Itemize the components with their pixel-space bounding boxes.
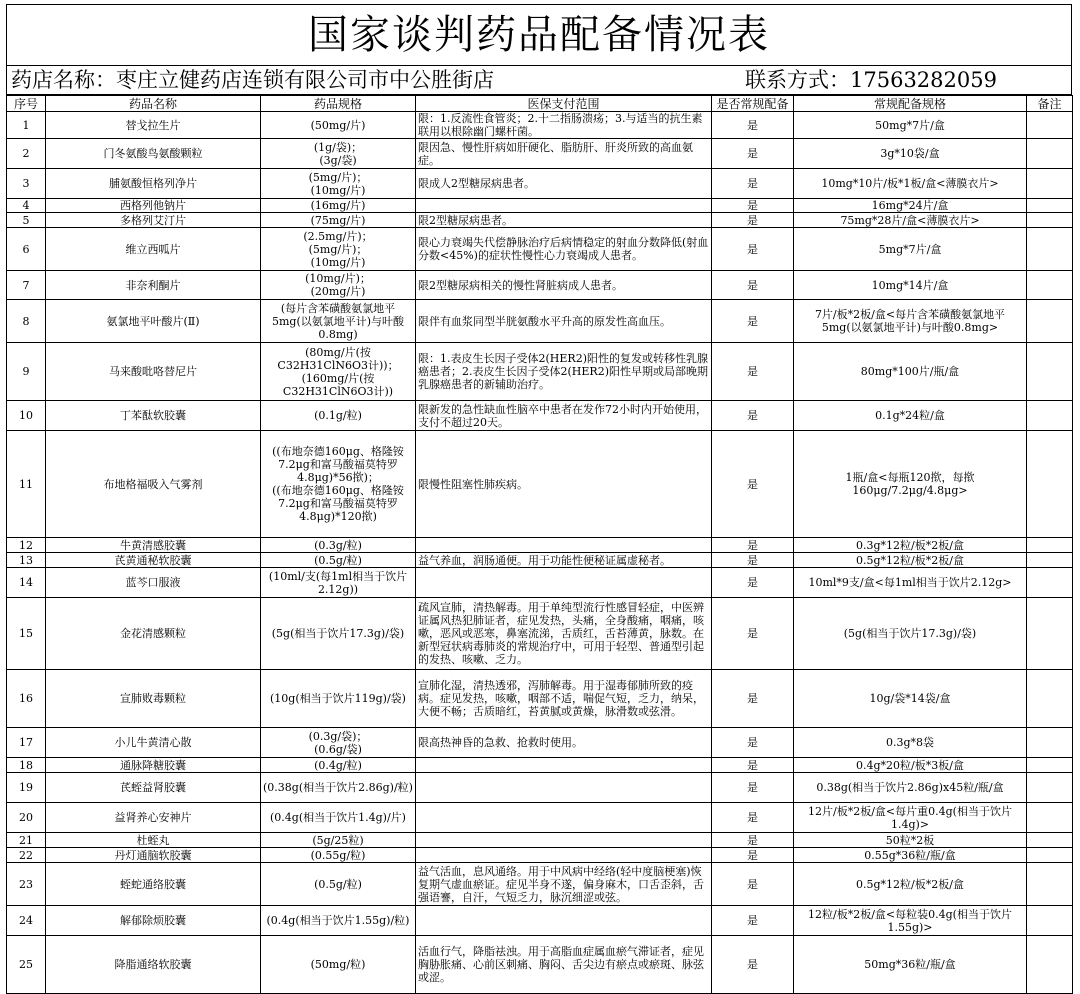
table-row <box>7 538 1073 553</box>
cell-note <box>1027 863 1073 906</box>
cell-name: 小儿牛黄清心散 <box>46 728 261 758</box>
cell-pack: 80mg*100片/瓶/盒 <box>794 343 1027 401</box>
table-row <box>7 598 1073 670</box>
cell-pack: 12片/板*2板/盒<每片重0.4g(相当于饮片1.4g)> <box>794 803 1027 833</box>
cell-name: 金花清感颗粒 <box>46 598 261 670</box>
cell-stocked: 是 <box>712 431 794 538</box>
cell-stocked: 是 <box>712 568 794 598</box>
cell-scope <box>416 538 712 553</box>
cell-name: 丹灯通脑软胶囊 <box>46 848 261 863</box>
table-row <box>7 343 1073 401</box>
contact-info: 联系方式：17563282059 <box>745 68 997 92</box>
table-row <box>7 271 1073 300</box>
cell-stocked: 是 <box>712 300 794 343</box>
cell-stocked: 是 <box>712 538 794 553</box>
cell-stocked: 是 <box>712 228 794 271</box>
cell-pack: 0.5g*12粒/板*2板/盒 <box>794 553 1027 568</box>
cell-name: 芪蛭益肾胶囊 <box>46 773 261 803</box>
cell-spec: (16mg/片) <box>261 199 416 213</box>
table-row <box>7 568 1073 598</box>
cell-spec: (80mg/片(按C32H31ClN6O3计))； (160mg/片(按C32H31ClN6O3计)) <box>261 343 416 401</box>
cell-note <box>1027 598 1073 670</box>
cell-scope <box>416 199 712 213</box>
cell-note <box>1027 199 1073 213</box>
cell-no: 2 <box>7 139 46 169</box>
table-row <box>7 199 1073 213</box>
table-row <box>7 401 1073 431</box>
cell-spec: (10g(相当于饮片119g)/袋) <box>261 670 416 728</box>
cell-scope: 益气养血，润肠通便。用于功能性便秘证属虚秘者。 <box>416 553 712 568</box>
cell-scope: 限：1.表皮生长因子受体2(HER2)阳性的复发或转移性乳腺癌患者；2.表皮生长因子受体2(HER2)阳性早期或局部晚期乳腺癌患者的新辅助治疗。 <box>416 343 712 401</box>
cell-name: 降脂通络软胶囊 <box>46 936 261 994</box>
cell-name: 通脉降糖胶囊 <box>46 758 261 773</box>
page-title: 国家谈判药品配备情况表 <box>6 4 1072 66</box>
table-row <box>7 228 1073 271</box>
cell-note <box>1027 300 1073 343</box>
cell-pack: 0.1g*24粒/盒 <box>794 401 1027 431</box>
cell-note <box>1027 773 1073 803</box>
cell-no: 6 <box>7 228 46 271</box>
cell-spec: (0.55g/粒) <box>261 848 416 863</box>
cell-spec: (5mg/片)； (10mg/片) <box>261 169 416 199</box>
cell-pack: 10mg*10片/板*1板/盒<薄膜衣片> <box>794 169 1027 199</box>
cell-spec: (5g/25粒) <box>261 833 416 848</box>
cell-no: 18 <box>7 758 46 773</box>
cell-note <box>1027 271 1073 300</box>
cell-name: 西格列他钠片 <box>46 199 261 213</box>
cell-name: 解郁除烦胶囊 <box>46 906 261 936</box>
table-row <box>7 670 1073 728</box>
table-row <box>7 728 1073 758</box>
cell-scope <box>416 803 712 833</box>
cell-no: 11 <box>7 431 46 538</box>
col-header-name: 药品名称 <box>46 96 261 112</box>
cell-name: 非奈利酮片 <box>46 271 261 300</box>
cell-stocked: 是 <box>712 271 794 300</box>
cell-note <box>1027 833 1073 848</box>
col-header-note: 备注 <box>1027 96 1073 112</box>
cell-note <box>1027 431 1073 538</box>
cell-name: 维立西呱片 <box>46 228 261 271</box>
cell-scope <box>416 848 712 863</box>
cell-name: 丁苯酞软胶囊 <box>46 401 261 431</box>
cell-scope <box>416 833 712 848</box>
cell-note <box>1027 728 1073 758</box>
col-header-no: 序号 <box>7 96 46 112</box>
cell-note <box>1027 112 1073 139</box>
cell-note <box>1027 538 1073 553</box>
cell-scope: 限成人2型糖尿病患者。 <box>416 169 712 199</box>
cell-no: 12 <box>7 538 46 553</box>
cell-pack: 12粒/板*2板/盒<每粒装0.4g(相当于饮片1.55g)> <box>794 906 1027 936</box>
cell-stocked: 是 <box>712 139 794 169</box>
cell-spec: (0.4g(相当于饮片1.4g)/片) <box>261 803 416 833</box>
cell-name: 杜蛭丸 <box>46 833 261 848</box>
table-row <box>7 300 1073 343</box>
cell-pack: 7片/板*2板/盒<每片含苯磺酸氨氯地平5mg(以氨氯地平计)与叶酸0.8mg> <box>794 300 1027 343</box>
cell-spec: ((布地奈德160μg、格隆铵7.2μg和富马酸福莫特罗4.8μg)*56揿)； ((布地奈德160μg、格隆铵7.2μg和富马酸福莫特罗4.8μg)*120揿) <box>261 431 416 538</box>
cell-no: 8 <box>7 300 46 343</box>
table-row <box>7 773 1073 803</box>
cell-pack: 0.5g*12粒/板*2板/盒 <box>794 863 1027 906</box>
cell-no: 1 <box>7 112 46 139</box>
cell-spec: (0.4g(相当于饮片1.55g)/粒) <box>261 906 416 936</box>
cell-stocked: 是 <box>712 598 794 670</box>
cell-note <box>1027 848 1073 863</box>
cell-pack: 0.3g*8袋 <box>794 728 1027 758</box>
cell-name: 牛黄清感胶囊 <box>46 538 261 553</box>
cell-note <box>1027 139 1073 169</box>
cell-pack: 0.38g(相当于饮片2.86g)x45粒/瓶/盒 <box>794 773 1027 803</box>
drug-table <box>6 95 1073 994</box>
cell-name: 芪黄通秘软胶囊 <box>46 553 261 568</box>
cell-spec: (0.3g/粒) <box>261 538 416 553</box>
cell-stocked: 是 <box>712 112 794 139</box>
table-row <box>7 833 1073 848</box>
cell-spec: (50mg/片) <box>261 112 416 139</box>
cell-scope: 限慢性阻塞性肺疾病。 <box>416 431 712 538</box>
table-row <box>7 431 1073 538</box>
col-header-spec: 药品规格 <box>261 96 416 112</box>
cell-name: 布地格福吸入气雾剂 <box>46 431 261 538</box>
cell-spec: (0.1g/粒) <box>261 401 416 431</box>
cell-spec: (50mg/粒) <box>261 936 416 994</box>
cell-scope <box>416 773 712 803</box>
cell-scope <box>416 568 712 598</box>
cell-pack: 3g*10袋/盒 <box>794 139 1027 169</box>
cell-stocked: 是 <box>712 833 794 848</box>
cell-name: 宣肺败毒颗粒 <box>46 670 261 728</box>
cell-note <box>1027 228 1073 271</box>
cell-spec: (0.4g/粒) <box>261 758 416 773</box>
cell-name: 替戈拉生片 <box>46 112 261 139</box>
cell-name: 马来酸吡咯替尼片 <box>46 343 261 401</box>
cell-no: 17 <box>7 728 46 758</box>
cell-no: 7 <box>7 271 46 300</box>
table-row <box>7 553 1073 568</box>
table-body <box>7 112 1073 994</box>
cell-pack: 0.55g*36粒/瓶/盒 <box>794 848 1027 863</box>
cell-no: 3 <box>7 169 46 199</box>
table-row <box>7 169 1073 199</box>
cell-stocked: 是 <box>712 773 794 803</box>
cell-note <box>1027 401 1073 431</box>
cell-no: 20 <box>7 803 46 833</box>
table-row <box>7 213 1073 228</box>
cell-name: 益肾养心安神片 <box>46 803 261 833</box>
cell-pack: 0.3g*12粒/板*2板/盒 <box>794 538 1027 553</box>
cell-scope: 限2型糖尿病患者。 <box>416 213 712 228</box>
cell-no: 5 <box>7 213 46 228</box>
cell-no: 9 <box>7 343 46 401</box>
cell-spec: (2.5mg/片)； (5mg/片)； (10mg/片) <box>261 228 416 271</box>
cell-stocked: 是 <box>712 553 794 568</box>
table-row <box>7 906 1073 936</box>
cell-stocked: 是 <box>712 803 794 833</box>
table-header-row <box>7 96 1073 112</box>
cell-scope: 限伴有血浆同型半胱氨酸水平升高的原发性高血压。 <box>416 300 712 343</box>
cell-spec: (10mg/片)； (20mg/片) <box>261 271 416 300</box>
cell-stocked: 是 <box>712 936 794 994</box>
cell-pack: 10g/袋*14袋/盒 <box>794 670 1027 728</box>
cell-spec: (1g/袋)； (3g/袋) <box>261 139 416 169</box>
cell-pack: 1瓶/盒<每瓶120揿，每揿160μg/7.2μg/4.8μg> <box>794 431 1027 538</box>
cell-stocked: 是 <box>712 401 794 431</box>
table-row <box>7 758 1073 773</box>
cell-pack: 10mg*14片/盒 <box>794 271 1027 300</box>
cell-no: 14 <box>7 568 46 598</box>
cell-stocked: 是 <box>712 199 794 213</box>
cell-note <box>1027 803 1073 833</box>
cell-pack: 50mg*36粒/瓶/盒 <box>794 936 1027 994</box>
cell-scope: 限：1.反流性食管炎；2.十二指肠溃疡；3.与适当的抗生素联用以根除幽门螺杆菌。 <box>416 112 712 139</box>
cell-stocked: 是 <box>712 213 794 228</box>
cell-scope: 限心力衰竭失代偿静脉治疗后病情稳定的射血分数降低(射血分数<45%)的症状性慢性心力衰竭成人患者。 <box>416 228 712 271</box>
cell-scope <box>416 906 712 936</box>
cell-spec: (10ml/支(每1ml相当于饮片2.12g)) <box>261 568 416 598</box>
cell-name: 多格列艾汀片 <box>46 213 261 228</box>
table-row <box>7 803 1073 833</box>
cell-pack: 75mg*28片/盒<薄膜衣片> <box>794 213 1027 228</box>
cell-pack: 5mg*7片/盒 <box>794 228 1027 271</box>
cell-scope <box>416 758 712 773</box>
cell-pack: 0.4g*20粒/板*3板/盒 <box>794 758 1027 773</box>
cell-pack: (5g(相当于饮片17.3g)/袋) <box>794 598 1027 670</box>
cell-stocked: 是 <box>712 906 794 936</box>
cell-no: 4 <box>7 199 46 213</box>
cell-no: 21 <box>7 833 46 848</box>
table-row <box>7 936 1073 994</box>
cell-note <box>1027 213 1073 228</box>
table-row <box>7 112 1073 139</box>
cell-pack: 50粒*2板 <box>794 833 1027 848</box>
cell-note <box>1027 906 1073 936</box>
cell-spec: (0.3g/袋)； (0.6g/袋) <box>261 728 416 758</box>
cell-scope: 疏风宣肺，清热解毒。用于单纯型流行性感冒轻症，中医辨证属风热犯肺证者，症见发热，头痛，全身酸痛，咽痛，咳嗽，恶风或恶寒，鼻塞流涕，舌质红，舌苔薄黄，脉数。在新型冠状病毒肺炎的常规治疗中，可用于轻型、普通型引起的发热、咳嗽、乏力。 <box>416 598 712 670</box>
cell-scope: 益气活血，息风通络。用于中风病中经络(轻中度脑梗塞)恢复期气虚血瘀证。症见半身不遂，偏身麻木，口舌歪斜，舌强语謇，自汗，气短乏力，脉沉细涩或弦。 <box>416 863 712 906</box>
cell-no: 22 <box>7 848 46 863</box>
cell-pack: 10ml*9支/盒<每1ml相当于饮片2.12g> <box>794 568 1027 598</box>
cell-stocked: 是 <box>712 728 794 758</box>
cell-stocked: 是 <box>712 863 794 906</box>
cell-note <box>1027 758 1073 773</box>
cell-note <box>1027 936 1073 994</box>
cell-no: 24 <box>7 906 46 936</box>
cell-stocked: 是 <box>712 670 794 728</box>
store-name: 药店名称：枣庄立健药店连锁有限公司市中公胜街店 <box>11 68 494 92</box>
table-row <box>7 863 1073 906</box>
info-bar <box>6 66 1072 95</box>
cell-note <box>1027 553 1073 568</box>
cell-scope: 限因急、慢性肝病如肝硬化、脂肪肝、肝炎所致的高血氨症。 <box>416 139 712 169</box>
report-sheet <box>6 4 1072 994</box>
col-header-stocked: 是否常规配备 <box>712 96 794 112</box>
cell-spec: (0.5g/粒) <box>261 553 416 568</box>
cell-name: 蛭蛇通络胶囊 <box>46 863 261 906</box>
cell-no: 10 <box>7 401 46 431</box>
cell-spec: (0.38g(相当于饮片2.86g)/粒) <box>261 773 416 803</box>
cell-scope: 限新发的急性缺血性脑卒中患者在发作72小时内开始使用，支付不超过20天。 <box>416 401 712 431</box>
cell-stocked: 是 <box>712 758 794 773</box>
table-row <box>7 139 1073 169</box>
table-row <box>7 848 1073 863</box>
cell-no: 25 <box>7 936 46 994</box>
cell-note <box>1027 169 1073 199</box>
cell-scope: 限高热神昏的急救、抢救时使用。 <box>416 728 712 758</box>
cell-no: 15 <box>7 598 46 670</box>
cell-spec: (每片含苯磺酸氨氯地平5mg(以氨氯地平计)与叶酸0.8mg) <box>261 300 416 343</box>
cell-name: 门冬氨酸鸟氨酸颗粒 <box>46 139 261 169</box>
cell-spec: (75mg/片) <box>261 213 416 228</box>
cell-scope: 限2型糖尿病相关的慢性肾脏病成人患者。 <box>416 271 712 300</box>
cell-no: 19 <box>7 773 46 803</box>
cell-spec: (0.5g/粒) <box>261 863 416 906</box>
cell-no: 16 <box>7 670 46 728</box>
cell-stocked: 是 <box>712 848 794 863</box>
cell-stocked: 是 <box>712 343 794 401</box>
cell-name: 蓝芩口服液 <box>46 568 261 598</box>
cell-name: 脯氨酸恒格列净片 <box>46 169 261 199</box>
cell-note <box>1027 568 1073 598</box>
cell-no: 13 <box>7 553 46 568</box>
cell-pack: 50mg*7片/盒 <box>794 112 1027 139</box>
cell-no: 23 <box>7 863 46 906</box>
cell-scope: 活血行气，降脂祛浊。用于高脂血症属血瘀气滞证者，症见胸胁胀痛、心前区刺痛、胸闷、舌尖边有瘀点或瘀斑、脉弦或涩。 <box>416 936 712 994</box>
cell-pack: 16mg*24片/盒 <box>794 199 1027 213</box>
col-header-pack: 常规配备规格 <box>794 96 1027 112</box>
cell-name: 氨氯地平叶酸片(Ⅱ) <box>46 300 261 343</box>
cell-scope: 宣肺化湿，清热透邪，泻肺解毒。用于湿毒郁肺所致的疫病。症见发热，咳嗽，咽部不适，喘促气短，乏力，纳呆，大便不畅；舌质暗红，苔黄腻或黄燥，脉滑数或弦滑。 <box>416 670 712 728</box>
cell-note <box>1027 343 1073 401</box>
cell-stocked: 是 <box>712 169 794 199</box>
cell-spec: (5g(相当于饮片17.3g)/袋) <box>261 598 416 670</box>
col-header-scope: 医保支付范围 <box>416 96 712 112</box>
cell-note <box>1027 670 1073 728</box>
